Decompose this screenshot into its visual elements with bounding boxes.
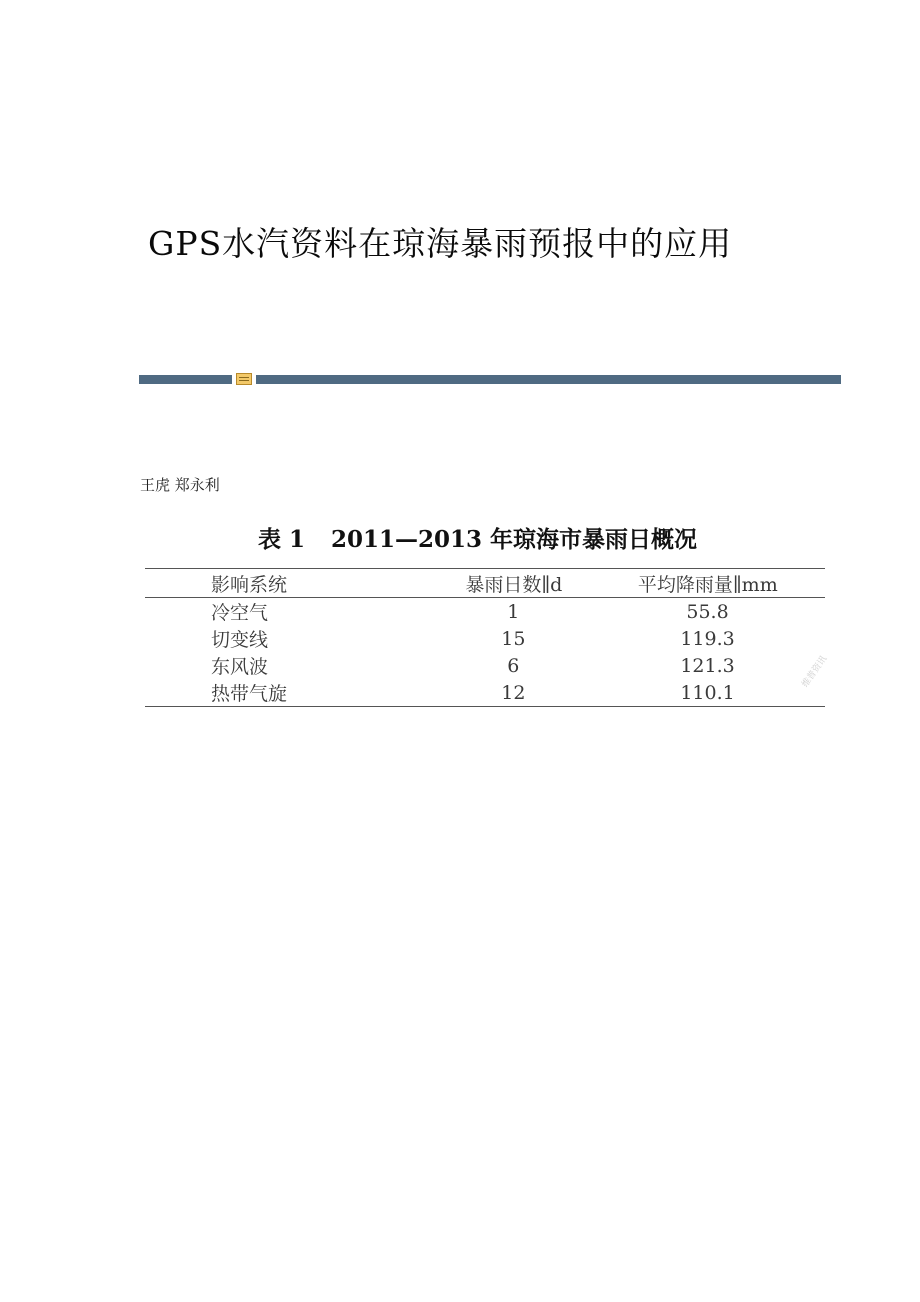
- table-cell: 切变线: [211, 629, 269, 651]
- document-title: GPS水汽资料在琼海暴雨预报中的应用: [148, 224, 733, 263]
- data-table: [145, 569, 825, 597]
- table-row: [145, 652, 825, 679]
- table-caption: [258, 521, 697, 554]
- table-cell: 15: [501, 627, 526, 650]
- author-list: 王虎 郑永利: [140, 476, 220, 494]
- table-cell: 12: [501, 681, 526, 704]
- divider-bar-right: [256, 375, 841, 384]
- table-row: [145, 625, 825, 652]
- table-bottom-rule: [145, 706, 825, 707]
- table-cell: 东风波: [211, 656, 269, 678]
- table-caption-label: 表 1: [258, 526, 306, 553]
- column-header: 影响系统: [211, 573, 288, 596]
- table-cell: 110.1: [680, 681, 735, 704]
- divider-bar-left: [139, 375, 232, 384]
- table-header-row: [145, 569, 825, 597]
- watermark: 维普资讯: [800, 654, 830, 690]
- table-cell: 6: [507, 654, 520, 677]
- table-cell: 55.8: [686, 600, 729, 623]
- column-header: 平均降雨量∥mm: [637, 573, 778, 596]
- envelope-icon: [236, 373, 252, 385]
- table-cell: 热带气旋: [211, 683, 288, 705]
- table-row: [145, 679, 825, 706]
- table-cell: 1: [507, 600, 520, 623]
- table-cell: 121.3: [680, 654, 735, 677]
- table-cell: 119.3: [680, 627, 735, 650]
- data-table-body: [145, 598, 825, 706]
- table-cell: 冷空气: [211, 602, 269, 624]
- table-caption-text: 2011—2013 年琼海市暴雨日概况: [331, 526, 698, 553]
- section-divider: [139, 375, 841, 384]
- column-header: 暴雨日数∥d: [465, 573, 563, 596]
- rainstorm-table: [145, 568, 825, 707]
- table-row: [145, 598, 825, 625]
